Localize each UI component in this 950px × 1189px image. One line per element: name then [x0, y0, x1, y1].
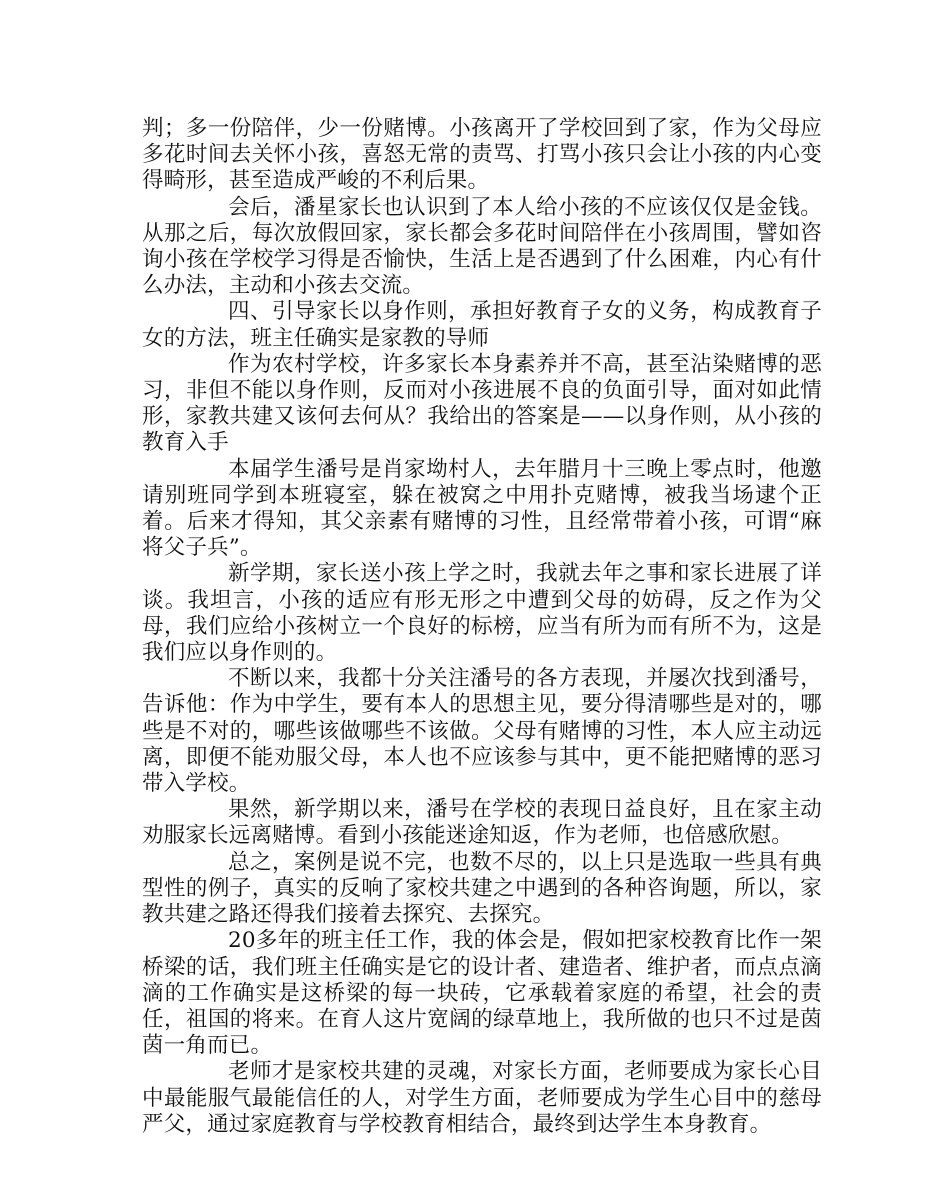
- paragraph-1: 判；多一份陪伴，少一份赌博。小孩离开了学校回到了家，作为父母应多花时间去关怀小孩，喜怒无常的责骂、打骂小孩只会让小孩的内心变得畸形，甚至造成严峻的不利后果。: [142, 116, 822, 194]
- paragraph-4: 作为农村学校，许多家长本身素养并不高，甚至沾染赌博的恶习，非但不能以身作则，反而对小孩进展不良的负面引导，面对如此情形，家教共建又该何去何从？我给出的答案是——以身作则，从小孩的教育入手: [142, 351, 822, 456]
- paragraph-8: 果然，新学期以来，潘号在学校的表现日益良好，且在家主动劝服家长远离赌博。看到小孩能迷途知返，作为老师，也倍感欣慰。: [142, 797, 822, 849]
- paragraph-9: 总之，案例是说不完，也数不尽的，以上只是选取一些具有典型性的例子，真实的反响了家校共建之中遇到的各种咨询题，所以，家教共建之路还得我们接着去探究、去探究。: [142, 849, 822, 928]
- paragraph-10: 20多年的班主任工作，我的体会是，假如把家校教育比作一架桥梁的话，我们班主任确实是它的设计者、建造者、维护者，而点点滴滴的工作确实是这桥梁的每一块砖，它承载着家庭的希望，社会的责任，祖国的将来。在育人这片宽阔的绿草地上，我所做的也只不过是茵茵一角而已。: [142, 928, 822, 1059]
- paragraph-11: 老师才是家校共建的灵魂，对家长方面，老师要成为家长心目中最能服气最能信任的人，对学生方面，老师要成为学生心目中的慈母严父，通过家庭教育与学校教育相结合，最终到达学生本身教育。: [142, 1059, 822, 1137]
- paragraph-6: 新学期，家长送小孩上学之时，我就去年之事和家长进展了详谈。我坦言，小孩的适应有形无形之中遭到父母的妨碍，反之作为父母，我们应给小孩树立一个良好的标榜，应当有所为而有所不为，这是我们应以身作则的。: [142, 561, 822, 666]
- paragraph-2: 会后，潘星家长也认识到了本人给小孩的不应该仅仅是金钱。从那之后，每次放假回家，家长都会多花时间陪伴在小孩周围，譬如咨询小孩在学校学习得是否愉快，生活上是否遇到了什么困难，内心有什么办法，主动和小孩去交流。: [142, 194, 822, 299]
- paragraph-7: 不断以来，我都十分关注潘号的各方表现，并屡次找到潘号，告诉他：作为中学生，要有本人的思想主见，要分得清哪些是对的，哪些是不对的，哪些该做哪些不该做。父母有赌博的习性，本人应主动远离，即便不能劝服父母，本人也不应该参与其中，更不能把赌博的恶习带入学校。: [142, 666, 822, 797]
- paragraph-3-heading: 四、引导家长以身作则，承担好教育子女的义务，构成教育子女的方法，班主任确实是家教的导师: [142, 299, 822, 351]
- paragraph-5: 本届学生潘号是肖家坳村人，去年腊月十三晚上零点时，他邀请别班同学到本班寝室，躲在被窝之中用扑克赌博，被我当场逮个正着。后来才得知，其父亲素有赌博的习性，且经常带着小孩，可谓“麻将父子兵”。: [142, 456, 822, 561]
- document-page: [142, 116, 822, 1138]
